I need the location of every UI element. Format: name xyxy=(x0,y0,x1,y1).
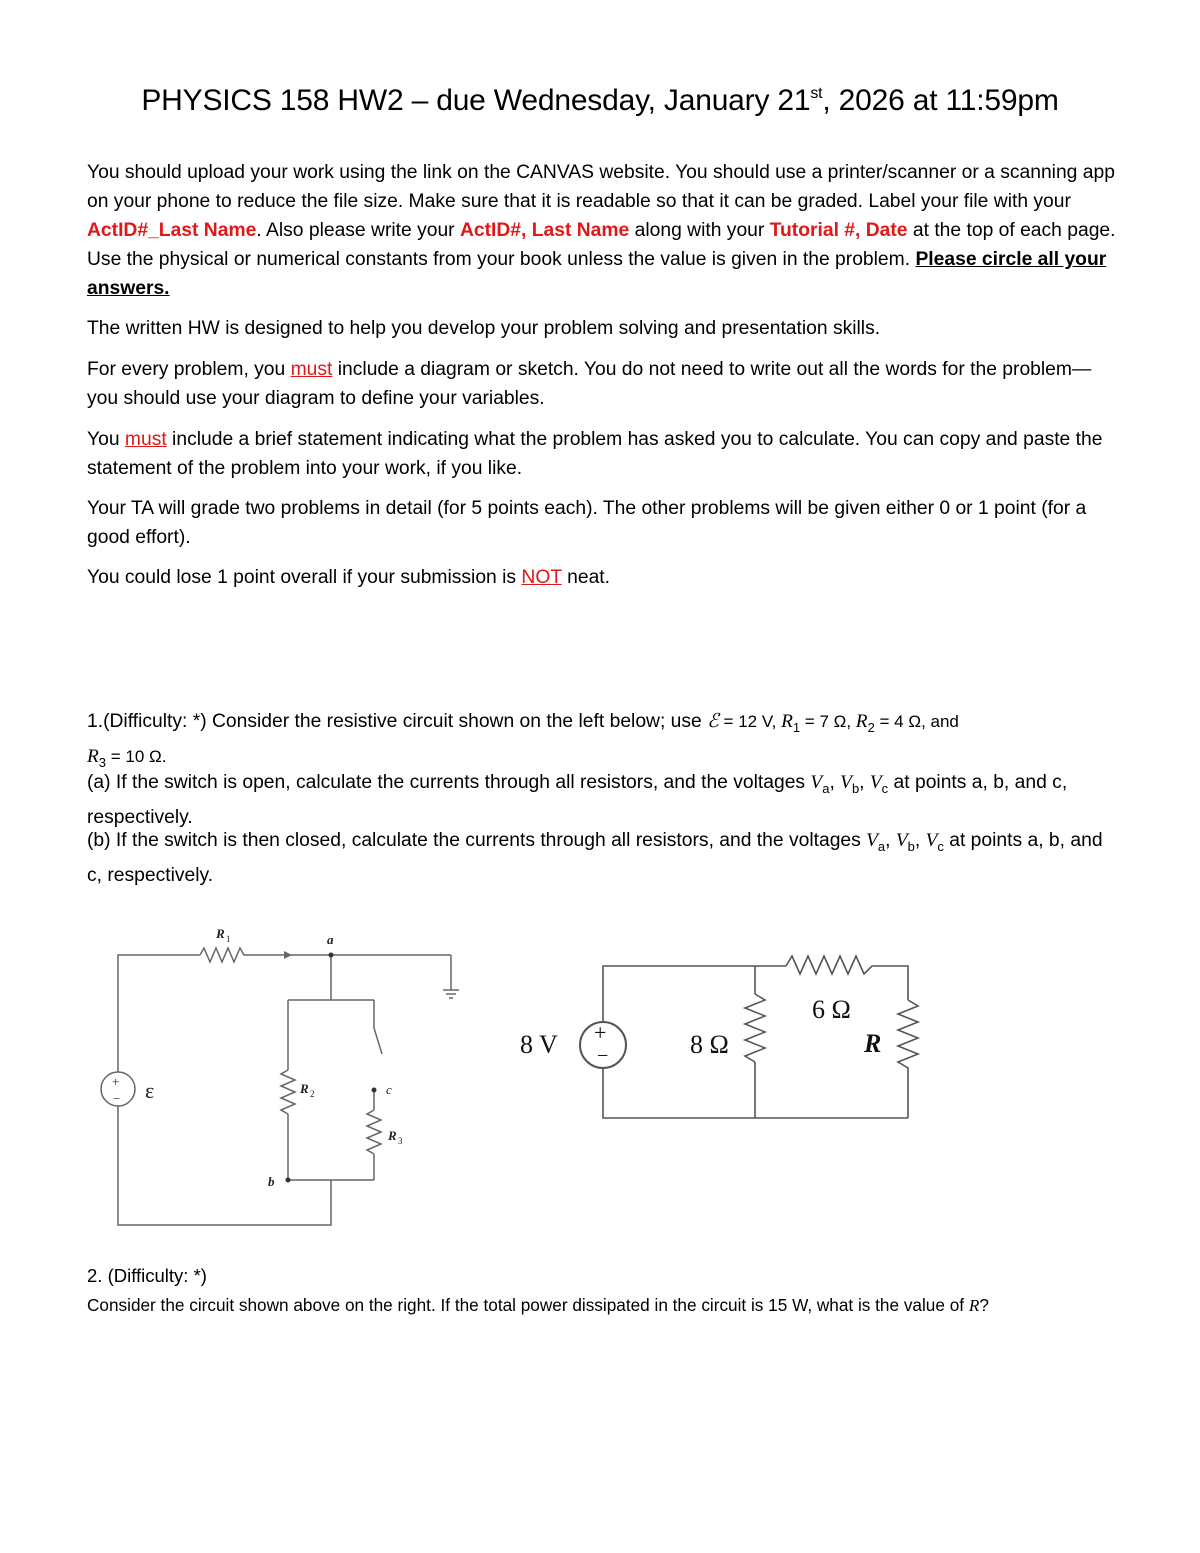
emf-label: ε xyxy=(145,1078,155,1103)
vs-minus: − xyxy=(597,1045,609,1067)
grading-note: Your TA will grade two problems in detail (for 5 points each). The other problems will be given either 0 or 1 point (for a good effort). xyxy=(87,498,1087,548)
label-r2-sub: 2 xyxy=(310,1089,315,1099)
label-r1-sub: 1 xyxy=(226,934,231,944)
r-8-ohm-label: 8 Ω xyxy=(690,1030,729,1059)
label-r2: R xyxy=(300,1081,309,1096)
diagram-requirement: For every problem, you must include a diagram or sketch. You do not need to write out all the words for the problem—you should use your diagram to define your variables. xyxy=(87,359,1092,409)
label-r3-sub: 3 xyxy=(398,1136,403,1146)
hw-purpose: The written HW is designed to help you develop your problem solving and presentation skills. xyxy=(87,318,881,339)
page-title: PHYSICS 158 HW2 – due Wednesday, January 21st, 2026 at 11:59pm xyxy=(141,84,1059,117)
vs-plus: + xyxy=(594,1020,607,1045)
resistor-r3 xyxy=(367,1110,381,1154)
resistor-8-ohm xyxy=(745,994,765,1062)
resistor-r2 xyxy=(281,1070,295,1114)
problem-1-part-b: (b) If the switch is then closed, calculate the currents through all resistors, and the voltages $V_a$, $V_b$, $V_c$ at points a, b, and c, respectively. xyxy=(87,830,1103,886)
neatness-note: You could lose 1 point overall if your submission is NOT neat. xyxy=(87,567,611,588)
r-6-ohm-label: 6 Ω xyxy=(812,995,851,1024)
r-label: R xyxy=(864,1029,882,1058)
label-r3: R xyxy=(388,1128,397,1143)
statement-requirement: You must include a brief statement indicating what the problem has asked you to calculate. You can copy and paste the statement of the problem into your work, if you like. xyxy=(87,429,1103,479)
source-minus: − xyxy=(113,1091,121,1106)
problem-2-title: 2. (Difficulty: *) xyxy=(87,1265,207,1286)
switch xyxy=(374,1028,382,1054)
problem-2-statement: Consider the circuit shown above on the right. If the total power dissipated in the circuit is 15 W, what is the value of R? xyxy=(87,1295,989,1315)
label-node-a: a xyxy=(327,932,334,947)
actid-lastname-highlight: ActID#_Last Name xyxy=(87,220,257,241)
label-r1: R xyxy=(216,926,225,941)
circle-answers-note: Please circle all your answers. xyxy=(87,249,1107,299)
resistor-r xyxy=(898,1000,918,1118)
label-node-b: b xyxy=(268,1174,275,1189)
vs-value: 8 V xyxy=(520,1030,558,1059)
actid-lastname-highlight-2: ActID#, Last Name xyxy=(459,220,630,241)
resistor-r1 xyxy=(200,948,290,962)
problem-1-part-a: (a) If the switch is open, calculate the currents through all resistors, and the voltages $V_a$, $V_b$, $V_c$ at points a, b, and c, respectively. xyxy=(87,772,1068,828)
label-node-c: c xyxy=(386,1082,392,1097)
resistor-6-ohm xyxy=(786,956,908,1000)
problem-1-statement: 1.(Difficulty: *) Consider the resistive circuit shown on the left below; use ℰ = 12 V, $R_1 = 7$ Ω, $R_2 = 4$ Ω, and $R_3 = 10$ Ω. xyxy=(87,711,959,770)
upload-instructions: You should upload your work using the link on the CANVAS website. You should use a printer/scanner or a scanning app on your phone to reduce the file size. Make sure that it is readable so that it can be graded. Label your file with your ActID#_Last Name. Also please write your ActID#, Last Name along with your Tutorial #, Date at the top of each page. Use the physical or numerical constants from your book unless the value is given in the problem. Please circle all your answers. xyxy=(87,162,1116,299)
tutorial-date-highlight: Tutorial #, Date xyxy=(769,220,908,241)
source-plus: + xyxy=(112,1074,120,1089)
left-circuit xyxy=(101,948,459,1225)
